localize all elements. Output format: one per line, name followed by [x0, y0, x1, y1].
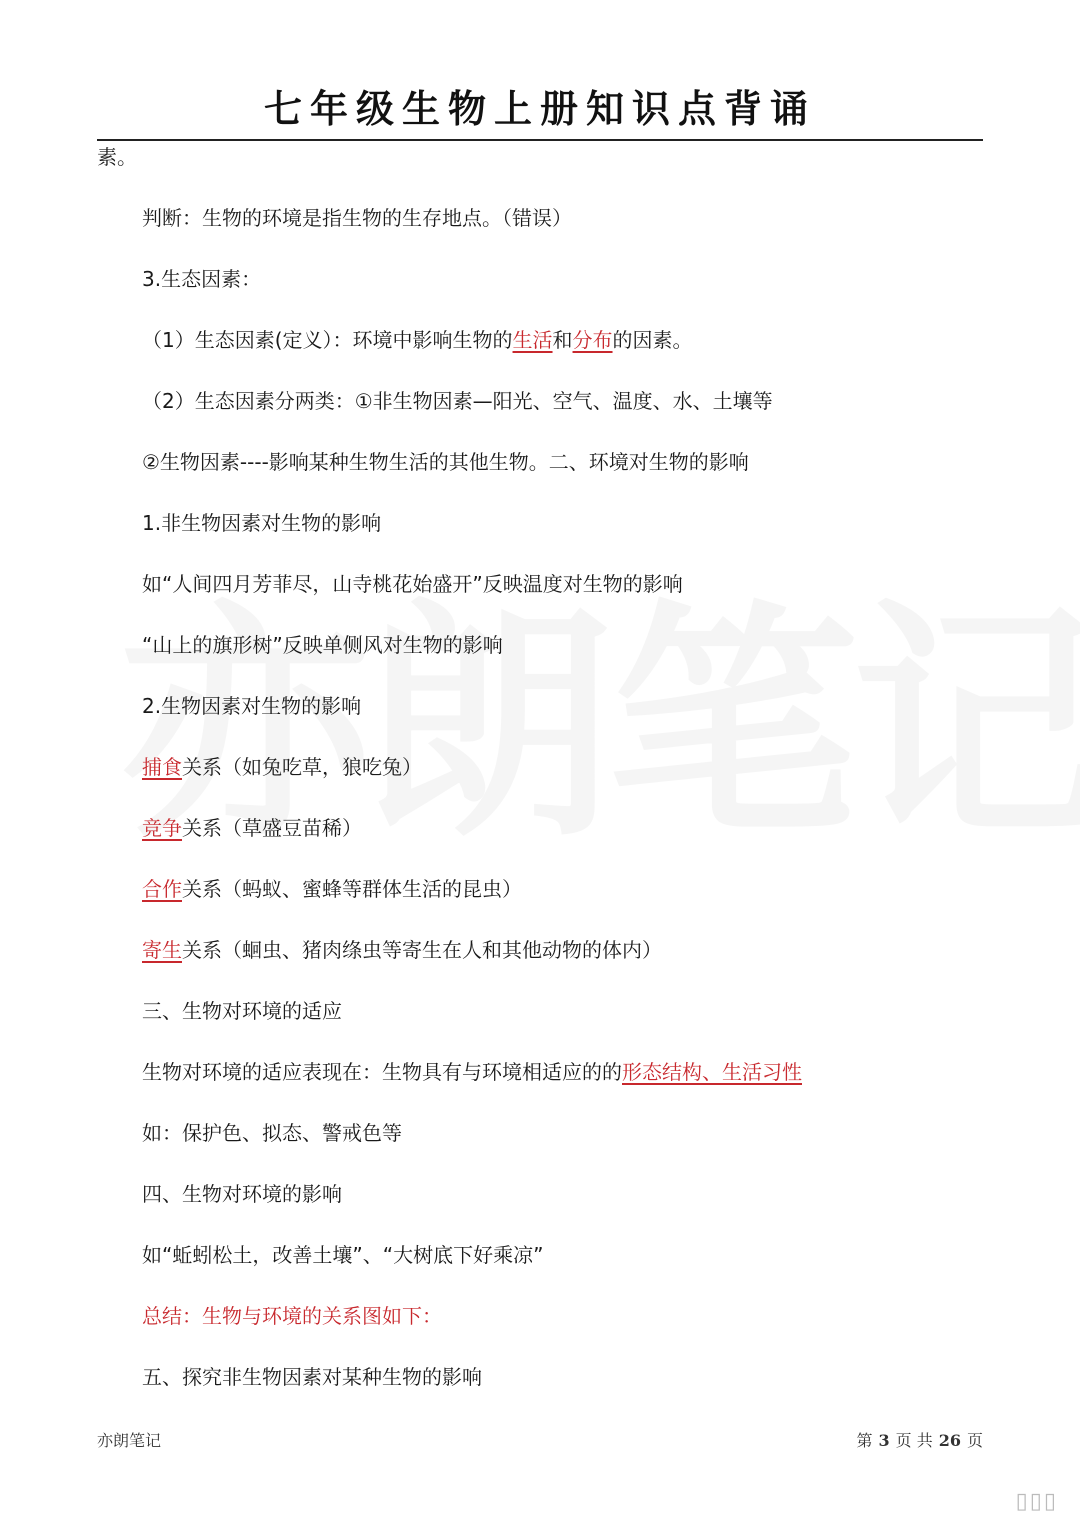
- page-number: [856, 1428, 983, 1451]
- text-line: 判断：生物的环境是指生物的生存地点。（错误）: [142, 206, 572, 230]
- text-segment: 关系（蚂蚁、蜜蜂等群体生活的昆虫）: [182, 877, 522, 901]
- text-segment: 生物对环境的适应表现在：生物具有与环境相适应的的: [142, 1060, 622, 1084]
- section-heading: 四、生物对环境的影响: [142, 1182, 342, 1206]
- text-segment: 关系（如兔吃草，狼吃兔）: [182, 755, 422, 779]
- page-prefix: 第: [856, 1431, 873, 1450]
- text-line: [142, 326, 693, 354]
- footer-brand: 亦朗笔记: [97, 1431, 162, 1450]
- text-segment: （1）生态因素(定义）：环境中影响生物的: [142, 328, 513, 352]
- text-line: ②生物因素----影响某种生物生活的其他生物。二、环境对生物的影响: [142, 450, 749, 474]
- text-line: [142, 814, 362, 842]
- section-heading: 五、探究非生物因素对某种生物的影响: [142, 1365, 482, 1389]
- summary-line: 总结：生物与环境的关系图如下：: [142, 1304, 442, 1328]
- text-segment: 关系（草盛豆苗稀）: [182, 816, 362, 840]
- section-heading: 3.生态因素：: [142, 267, 262, 291]
- text-line: 如：保护色、拟态、警戒色等: [142, 1121, 402, 1145]
- text-line: （2）生态因素分两类：①非生物因素—阳光、空气、温度、水、土壤等: [142, 389, 773, 413]
- highlight-term: 分布: [572, 328, 613, 352]
- text-line: 如“人间四月芳菲尽，山寺桃花始盛开”反映温度对生物的影响: [142, 572, 683, 596]
- text-line: [142, 875, 522, 903]
- highlight-term: 捕食: [142, 755, 182, 779]
- text-line: [142, 1058, 802, 1086]
- text-segment: 的因素。: [612, 328, 693, 352]
- highlight-term: 形态结构、生活习性: [622, 1060, 802, 1084]
- section-heading: 2.生物因素对生物的影响: [142, 694, 362, 718]
- text-line: [142, 753, 422, 781]
- text-line: 如“蚯蚓松土，改善土壤”、“大树底下好乘凉”: [142, 1243, 544, 1267]
- current-page: 3: [878, 1431, 890, 1450]
- page-mid: 页 共: [895, 1431, 933, 1450]
- page-suffix: 页: [966, 1431, 983, 1450]
- highlight-term: 合作: [142, 877, 182, 901]
- text-segment: 和: [552, 328, 573, 352]
- header-divider: [97, 139, 983, 141]
- highlight-term: 生活: [512, 328, 553, 352]
- highlight-term: 寄生: [142, 938, 182, 962]
- highlight-term: 竞争: [142, 816, 182, 840]
- text-line: [142, 936, 662, 964]
- corner-decoration-icon: ▯▯▯: [1015, 1489, 1058, 1514]
- page-title: 七年级生物上册知识点背诵: [263, 87, 816, 131]
- section-heading: 三、生物对环境的适应: [142, 999, 342, 1023]
- section-heading: 1.非生物因素对生物的影响: [142, 511, 382, 535]
- text-line: 素。: [97, 145, 137, 169]
- text-segment: 关系（蛔虫、猪肉绦虫等寄生在人和其他动物的体内）: [182, 938, 662, 962]
- text-line: “山上的旗形树”反映单侧风对生物的影响: [142, 633, 503, 657]
- total-pages: 26: [938, 1431, 961, 1450]
